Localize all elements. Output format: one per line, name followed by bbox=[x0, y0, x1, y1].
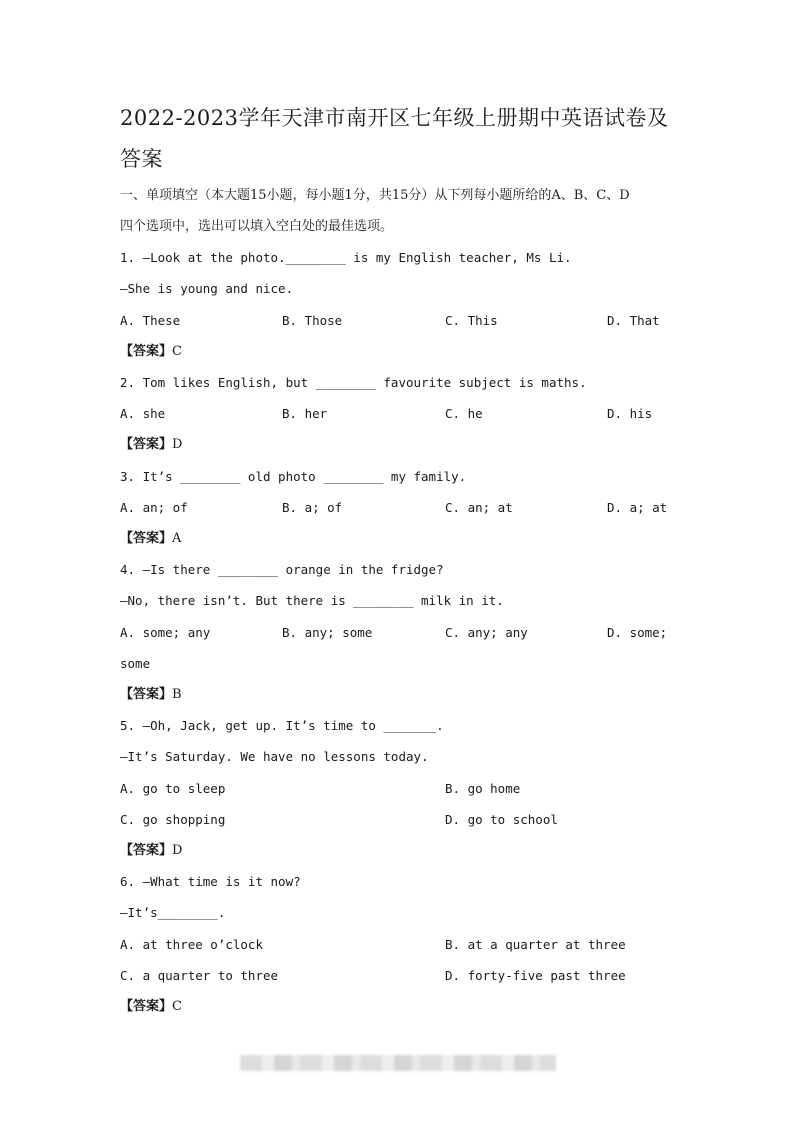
question-1-option-b: B. Those bbox=[282, 313, 343, 328]
page-title: 2022-2023学年天津市南开区七年级上册期中英语试卷及答案 bbox=[120, 106, 669, 171]
question-5-option-c: C. go shopping bbox=[120, 812, 226, 827]
question-3-answer bbox=[120, 529, 181, 549]
question-3-option-b: B. a; of bbox=[282, 500, 343, 515]
question-2-option-b: B. her bbox=[282, 406, 328, 421]
question-6-option-c: C. a quarter to three bbox=[120, 968, 279, 983]
answer-value: D bbox=[172, 437, 183, 452]
question-1-option-d: D. That bbox=[607, 313, 660, 328]
answer-value: C bbox=[172, 344, 182, 359]
answer-label: 【答案】 bbox=[120, 843, 173, 858]
question-1-answer bbox=[120, 342, 182, 362]
section-instruction-line-1: 一、单项填空（本大题15小题，每小题1分，共15分）从下列每小题所给的A、B、C、D bbox=[120, 188, 630, 203]
question-3-stem: 3. It’s ________ old photo ________ my family. bbox=[120, 469, 467, 484]
question-4-option-c: C. any; any bbox=[445, 625, 528, 640]
question-1-option-a: A. These bbox=[120, 313, 181, 328]
question-3-option-c: C. an; at bbox=[445, 500, 513, 515]
question-1-reply: —She is young and nice. bbox=[120, 281, 294, 296]
question-4-reply: —No, there isn’t. But there is ________ milk in it. bbox=[120, 593, 504, 608]
answer-value: D bbox=[172, 843, 183, 858]
question-4-stem: 4. —Is there ________ orange in the fridge? bbox=[120, 562, 444, 577]
question-5-answer bbox=[120, 841, 182, 861]
question-6-answer bbox=[120, 997, 182, 1017]
answer-value: B bbox=[172, 687, 182, 702]
question-2-stem: 2. Tom likes English, but ________ favourite subject is maths. bbox=[120, 375, 587, 390]
question-2-option-a: A. she bbox=[120, 406, 166, 421]
question-6-reply: —It’s________. bbox=[120, 905, 226, 920]
question-3-option-a: A. an; of bbox=[120, 500, 188, 515]
answer-label: 【答案】 bbox=[120, 344, 173, 359]
section-instruction-line-2: 四个选项中，选出可以填入空白处的最佳选项。 bbox=[120, 219, 394, 234]
question-4-answer bbox=[120, 685, 182, 705]
question-6-option-a: A. at three o’clock bbox=[120, 937, 263, 952]
question-2-option-c: C. he bbox=[445, 406, 483, 421]
answer-label: 【答案】 bbox=[120, 437, 173, 452]
question-4-option-d-wrap: some bbox=[120, 656, 151, 671]
question-1-stem: 1. —Look at the photo.________ is my English teacher, Ms Li. bbox=[120, 250, 572, 265]
answer-label: 【答案】 bbox=[120, 999, 173, 1014]
question-5-stem: 5. —Oh, Jack, get up. It’s time to _______. bbox=[120, 718, 444, 733]
question-5-option-b: B. go home bbox=[445, 781, 521, 796]
question-5-option-d: D. go to school bbox=[445, 812, 558, 827]
answer-value: A bbox=[172, 531, 182, 546]
question-4-option-d: D. some; bbox=[607, 625, 668, 640]
answer-label: 【答案】 bbox=[120, 687, 173, 702]
question-5-option-a: A. go to sleep bbox=[120, 781, 226, 796]
answer-value: C bbox=[172, 999, 182, 1014]
blurred-footer-watermark bbox=[240, 1055, 556, 1071]
answer-label: 【答案】 bbox=[120, 531, 173, 546]
question-1-option-c: C. This bbox=[445, 313, 498, 328]
question-6-stem: 6. —What time is it now? bbox=[120, 874, 301, 889]
question-5-reply: —It’s Saturday. We have no lessons today. bbox=[120, 749, 429, 764]
question-6-option-b: B. at a quarter at three bbox=[445, 937, 626, 952]
question-2-answer bbox=[120, 435, 182, 455]
question-4-option-a: A. some; any bbox=[120, 625, 211, 640]
question-6-option-d: D. forty-five past three bbox=[445, 968, 626, 983]
question-4-option-b: B. any; some bbox=[282, 625, 373, 640]
question-3-option-d: D. a; at bbox=[607, 500, 668, 515]
question-2-option-d: D. his bbox=[607, 406, 653, 421]
